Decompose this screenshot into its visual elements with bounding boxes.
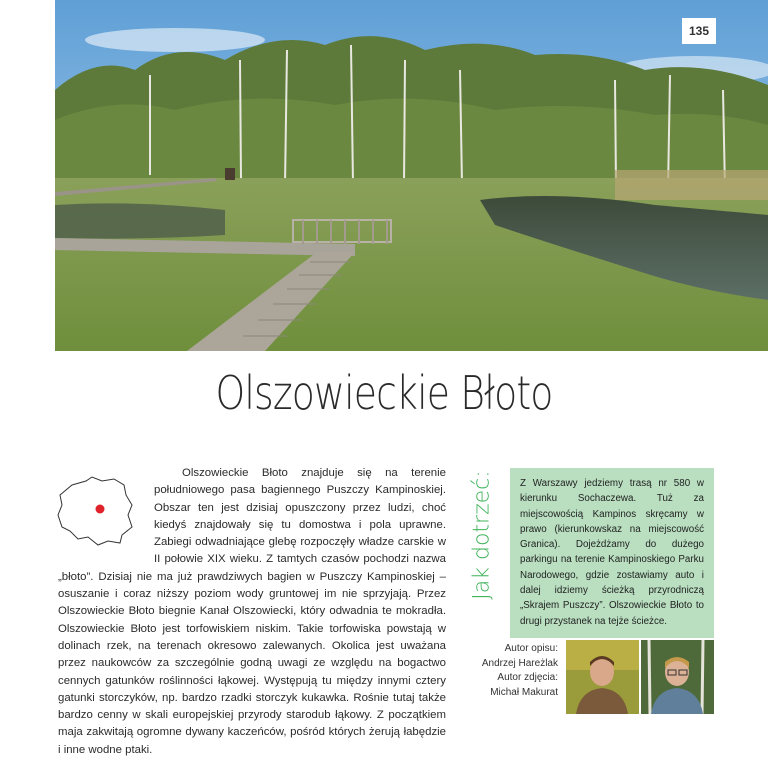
article-body xyxy=(58,465,446,759)
directions-heading-text: Jak dotrzeć: xyxy=(469,470,495,600)
page-number: 135 xyxy=(682,18,716,44)
landscape-photo-boardwalk-wetland-icon xyxy=(55,0,768,351)
author-portraits-photo-icon xyxy=(566,640,714,714)
page-title: Olszowieckie Błoto xyxy=(215,366,553,420)
text-author-label: Autor opisu: xyxy=(504,643,558,654)
directions-heading xyxy=(462,470,502,600)
directions-box: Z Warszawy jedziemy trasą nr 580 w kierunku Sochaczewa. Tuż za miejscowością Kampinos skręcamy w prawo (kierunkowskaz na miejscowość Granica). Dojeżdżamy do dużego parkingu na terenie Kampinoskiego Parku Narodowego, gdzie zostawiamy auto i dalej idziemy ścieżką przyrodniczą „Skrajem Puszczy”. Olszowieckie Błoto to drugi przystanek na tejże ścieżce. xyxy=(510,468,714,638)
author-portrait-icon xyxy=(566,640,639,714)
author-portrait-icon xyxy=(641,640,714,714)
credits xyxy=(470,642,558,700)
article-paragraph: Olszowieckie Błoto znajduje się na terenie południowego pasa bagiennego Puszczy Kampinoskiej. Obszar ten jest dzisiaj opuszczony przez ludzi, choć kiedyś znajdowały się tu domostwa i pola uprawne. Zabiegi odwadniające glebę rozpoczęły władze carskie w II połowie XIX wieku. Z tamtych czasów pochodzi nazwa „błoto”. Dzisiaj nie ma już prawdziwych bagien w Puszczy Kampinoskiej – osuszanie i coraz niższy poziom wody gruntowej im nie sprzyjają. Przez Olszowieckie Błoto biegnie Kanał Olszowiecki, który odwadnia te mokradła. Olszowieckie Błoto jest torfowiskiem niskim. Takie torfowiska powstają w dolinach rzek, na terenach okresowo zalewanych. Okolica jest uważana przez naukowców za szczególnie godną uwagi ze względu na bogactwo cennych gatunków roślinności łąkowej. Występują tu między innymi cztery gatunki storczyków, np. bardzo rzadki storczyk kukawka. Rośnie tutaj także bardzo cenny w skali europejskiej przyrody starodub łąkowy. Z początkiem maja zakwitają ogromne dywany kaczeńców, pośród których żerują łabędzie i inne wodne ptaki. xyxy=(58,467,446,756)
text-author: Andrzej Hareżlak xyxy=(481,657,558,669)
photo-author: Michał Makurat xyxy=(490,686,558,698)
photo-author-label: Autor zdjęcia: xyxy=(497,672,558,684)
hero-photo xyxy=(55,0,768,351)
